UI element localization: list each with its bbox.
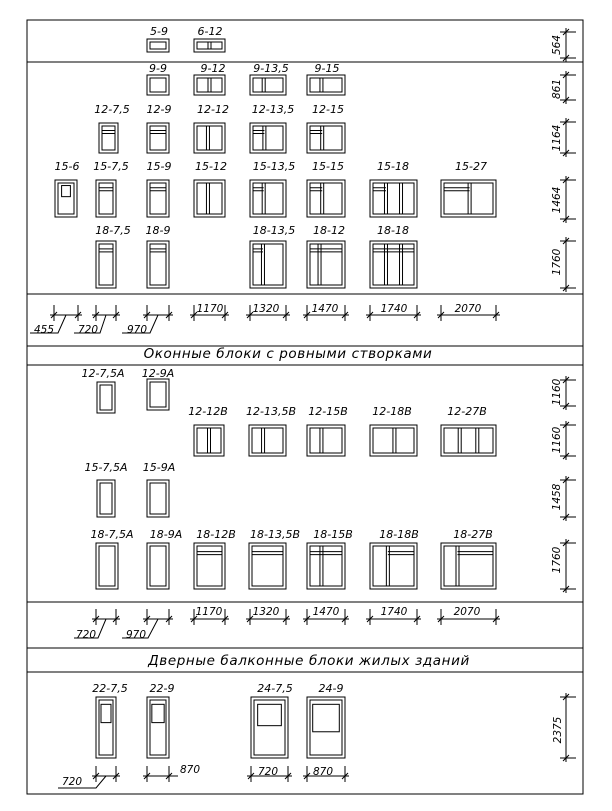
window-18-13-5b: [249, 543, 286, 589]
door-24-9: [307, 697, 345, 758]
window-inner-frame: [150, 126, 166, 150]
label-18-9a: 18-9А: [149, 528, 183, 541]
sash-panel: [152, 704, 164, 722]
label-12-9: 12-9: [146, 103, 172, 116]
window-inner-frame: [197, 42, 222, 49]
window-outer-frame: [441, 425, 496, 456]
window-inner-frame: [150, 546, 166, 586]
window-inner-frame: [99, 244, 113, 285]
label-9-9: 9-9: [149, 62, 167, 75]
bottom-dim-2070: 2070: [454, 303, 482, 315]
window-outer-frame: [251, 697, 288, 758]
window-inner-frame: [58, 183, 74, 214]
bottom-dim-b-1470: 1470: [312, 606, 340, 618]
window-inner-frame: [150, 244, 166, 285]
bottom-dim-970: 970: [126, 324, 148, 336]
window-inner-frame: [373, 428, 414, 453]
window-outer-frame: [249, 543, 286, 589]
label-18-13-5b: 18-13,5В: [249, 528, 301, 541]
window-18-27b: [441, 543, 496, 589]
side-dim-1760-b: 1760: [551, 546, 563, 574]
hdim-970: [143, 305, 173, 321]
bottom-dim-1320: 1320: [252, 303, 280, 315]
window-inner-frame: [100, 483, 112, 514]
side-dim-1760: 1760: [551, 248, 563, 276]
window-inner-frame: [310, 244, 342, 285]
window-12-9: [147, 123, 169, 153]
label-15-7-5: 15-7,5: [93, 160, 129, 173]
window-18-9a: [147, 543, 169, 589]
window-9-15: [307, 75, 345, 95]
window-9-9: [147, 75, 169, 95]
bottom-dim-b-1740: 1740: [380, 606, 408, 618]
side-dim-1464: 1464: [551, 186, 563, 214]
window-outer-frame: [370, 425, 417, 456]
label-9-15: 9-15: [314, 62, 340, 75]
window-inner-frame: [150, 483, 166, 514]
window-18-12: [307, 241, 345, 288]
label-15-7-5a: 15-7,5А: [84, 461, 128, 474]
window-outer-frame: [250, 241, 286, 288]
window-12-13-5: [250, 123, 286, 153]
window-inner-frame: [310, 428, 342, 453]
window-18-7-5a: [96, 543, 118, 589]
sash-panel: [62, 186, 71, 197]
label-18-13-5: 18-13,5: [252, 224, 296, 237]
window-18-15b: [307, 543, 345, 589]
sash-panel: [313, 704, 340, 731]
window-5-9: [147, 39, 169, 52]
bottom-dim-d-870: 870: [179, 764, 201, 776]
bottom-dim-d-720-b: 720: [257, 766, 279, 778]
window-12-27b: [441, 425, 496, 456]
label-6-12: 6-12: [197, 25, 223, 38]
bottom-dim-b-1320: 1320: [252, 606, 280, 618]
label-15-9: 15-9: [146, 160, 172, 173]
label-24-9: 24-9: [318, 682, 344, 695]
sash-panel: [258, 704, 282, 725]
bottom-dim-1740: 1740: [380, 303, 408, 315]
label-12-7-5: 12-7,5: [94, 103, 130, 116]
label-12-13-5b: 12-13,5В: [245, 405, 297, 418]
label-5-9: 5-9: [150, 25, 168, 38]
window-outer-frame: [194, 39, 225, 52]
label-18-9: 18-9: [145, 224, 171, 237]
label-15-27: 15-27: [455, 160, 487, 173]
label-15-15: 15-15: [312, 160, 344, 173]
window-inner-frame: [253, 244, 283, 285]
window-inner-frame: [197, 78, 222, 92]
hdim-b-720: [92, 609, 120, 625]
window-12-12b: [194, 425, 224, 456]
window-18-12b: [194, 543, 225, 589]
window-outer-frame: [250, 180, 286, 217]
window-inner-frame: [150, 78, 166, 92]
window-outer-frame: [307, 543, 345, 589]
label-18-18b: 18-18В: [379, 528, 419, 541]
window-15-12: [194, 180, 225, 217]
door-22-7-5: [96, 697, 116, 758]
side-dim-564: 564: [551, 34, 563, 56]
window-inner-frame: [100, 385, 112, 410]
label-12-13-5: 12-13,5: [251, 103, 295, 116]
window-inner-frame: [310, 700, 342, 755]
label-15-9a: 15-9А: [142, 461, 176, 474]
window-18-18: [370, 241, 417, 288]
label-12-12b: 12-12В: [188, 405, 228, 418]
label-22-7-5: 22-7,5: [92, 682, 128, 695]
window-15-7-5a: [97, 480, 115, 517]
window-inner-frame: [444, 428, 493, 453]
label-15-13-5: 15-13,5: [252, 160, 296, 173]
label-18-27b: 18-27В: [453, 528, 493, 541]
window-inner-frame: [150, 42, 166, 49]
bottom-dim-720: 720: [77, 324, 99, 336]
side-dim-1164: 1164: [551, 124, 563, 152]
side-dim-1160-b: 1160: [551, 426, 563, 454]
window-15-7-5: [96, 180, 116, 217]
side-dim-2375: 2375: [552, 716, 564, 744]
hdim-d-870: [143, 766, 173, 782]
window-outer-frame: [194, 425, 224, 456]
sash-panel: [101, 704, 111, 722]
label-12-18b: 12-18В: [372, 405, 412, 418]
bottom-dim-b-1170: 1170: [195, 606, 223, 618]
hdim-720: [92, 305, 120, 321]
bottom-dim-1170: 1170: [196, 303, 224, 315]
door-22-9: [147, 697, 169, 758]
label-12-12: 12-12: [197, 103, 229, 116]
window-18-18b: [370, 543, 417, 589]
window-outer-frame: [307, 241, 345, 288]
window-inner-frame: [310, 78, 342, 92]
bottom-dim-b-970: 970: [125, 629, 147, 641]
window-inner-frame: [99, 546, 115, 586]
window-18-13-5: [250, 241, 286, 288]
window-outer-frame: [370, 241, 417, 288]
bottom-dim-d-720: 720: [61, 776, 83, 788]
window-12-13-5b: [249, 425, 286, 456]
window-inner-frame: [253, 78, 283, 92]
hdim-455: [50, 305, 82, 321]
bottom-dim-d-870-b: 870: [312, 766, 334, 778]
window-12-12: [194, 123, 225, 153]
window-inner-frame: [150, 700, 166, 755]
label-12-15: 12-15: [312, 103, 344, 116]
window-9-13-5: [250, 75, 286, 95]
windows-section-title: Оконные блоки с ровными створками: [143, 346, 433, 362]
window-outer-frame: [307, 123, 345, 153]
label-18-12b: 18-12В: [196, 528, 236, 541]
label-9-13-5: 9-13,5: [253, 62, 289, 75]
label-24-7-5: 24-7,5: [257, 682, 293, 695]
window-inner-frame: [252, 428, 283, 453]
label-18-7-5: 18-7,5: [95, 224, 131, 237]
window-inner-frame: [373, 244, 414, 285]
window-inner-frame: [150, 382, 166, 407]
label-15-12: 15-12: [195, 160, 227, 173]
window-inner-frame: [310, 126, 342, 150]
door-24-7-5: [251, 697, 288, 758]
window-outer-frame: [194, 543, 225, 589]
side-dim-861: 861: [551, 78, 563, 100]
window-12-15b: [307, 425, 345, 456]
balcony-section-title: Дверные балконные блоки жилых зданий: [148, 653, 470, 669]
label-12-7-5a: 12-7,5А: [81, 367, 125, 380]
window-outer-frame: [250, 123, 286, 153]
bottom-dim-1470: 1470: [311, 303, 339, 315]
label-18-12: 18-12: [313, 224, 345, 237]
window-outer-frame: [370, 543, 417, 589]
window-outer-frame: [249, 425, 286, 456]
label-15-6: 15-6: [54, 160, 80, 173]
label-9-12: 9-12: [200, 62, 226, 75]
bottom-dim-455: 455: [33, 324, 55, 336]
window-15-9a: [147, 480, 169, 517]
window-15-6: [55, 180, 77, 217]
window-15-13-5: [250, 180, 286, 217]
label-22-9: 22-9: [149, 682, 175, 695]
label-12-9a: 12-9А: [141, 367, 175, 380]
window-outer-frame: [441, 543, 496, 589]
window-inner-frame: [254, 700, 285, 755]
window-12-7-5a: [97, 382, 115, 413]
window-18-9: [147, 241, 169, 288]
bottom-dim-b-2070: 2070: [453, 606, 481, 618]
window-12-18b: [370, 425, 417, 456]
hdim-b-970: [143, 609, 173, 625]
window-inner-frame: [102, 126, 115, 150]
window-9-12: [194, 75, 225, 95]
label-12-27b: 12-27В: [447, 405, 487, 418]
side-dim-1160-a: 1160: [551, 378, 563, 406]
label-18-15b: 18-15В: [313, 528, 353, 541]
side-dim-1458: 1458: [551, 483, 563, 511]
hdim-d-720: [92, 766, 120, 782]
window-18-7-5: [96, 241, 116, 288]
window-15-9: [147, 180, 169, 217]
label-18-7-5a: 18-7,5А: [90, 528, 134, 541]
bottom-dim-b-720: 720: [75, 629, 97, 641]
sheet-border: [27, 20, 583, 794]
window-6-12: [194, 39, 225, 52]
window-15-15: [307, 180, 345, 217]
label-12-15b: 12-15В: [308, 405, 348, 418]
label-15-18: 15-18: [377, 160, 409, 173]
window-outer-frame: [307, 180, 345, 217]
window-15-27: [441, 180, 496, 217]
window-15-18: [370, 180, 417, 217]
window-inner-frame: [197, 428, 221, 453]
label-18-18: 18-18: [377, 224, 409, 237]
window-12-9a: [147, 379, 169, 410]
window-outer-frame: [307, 425, 345, 456]
window-inner-frame: [253, 126, 283, 150]
window-12-7-5: [99, 123, 118, 153]
window-12-15: [307, 123, 345, 153]
window-outer-frame: [370, 180, 417, 217]
